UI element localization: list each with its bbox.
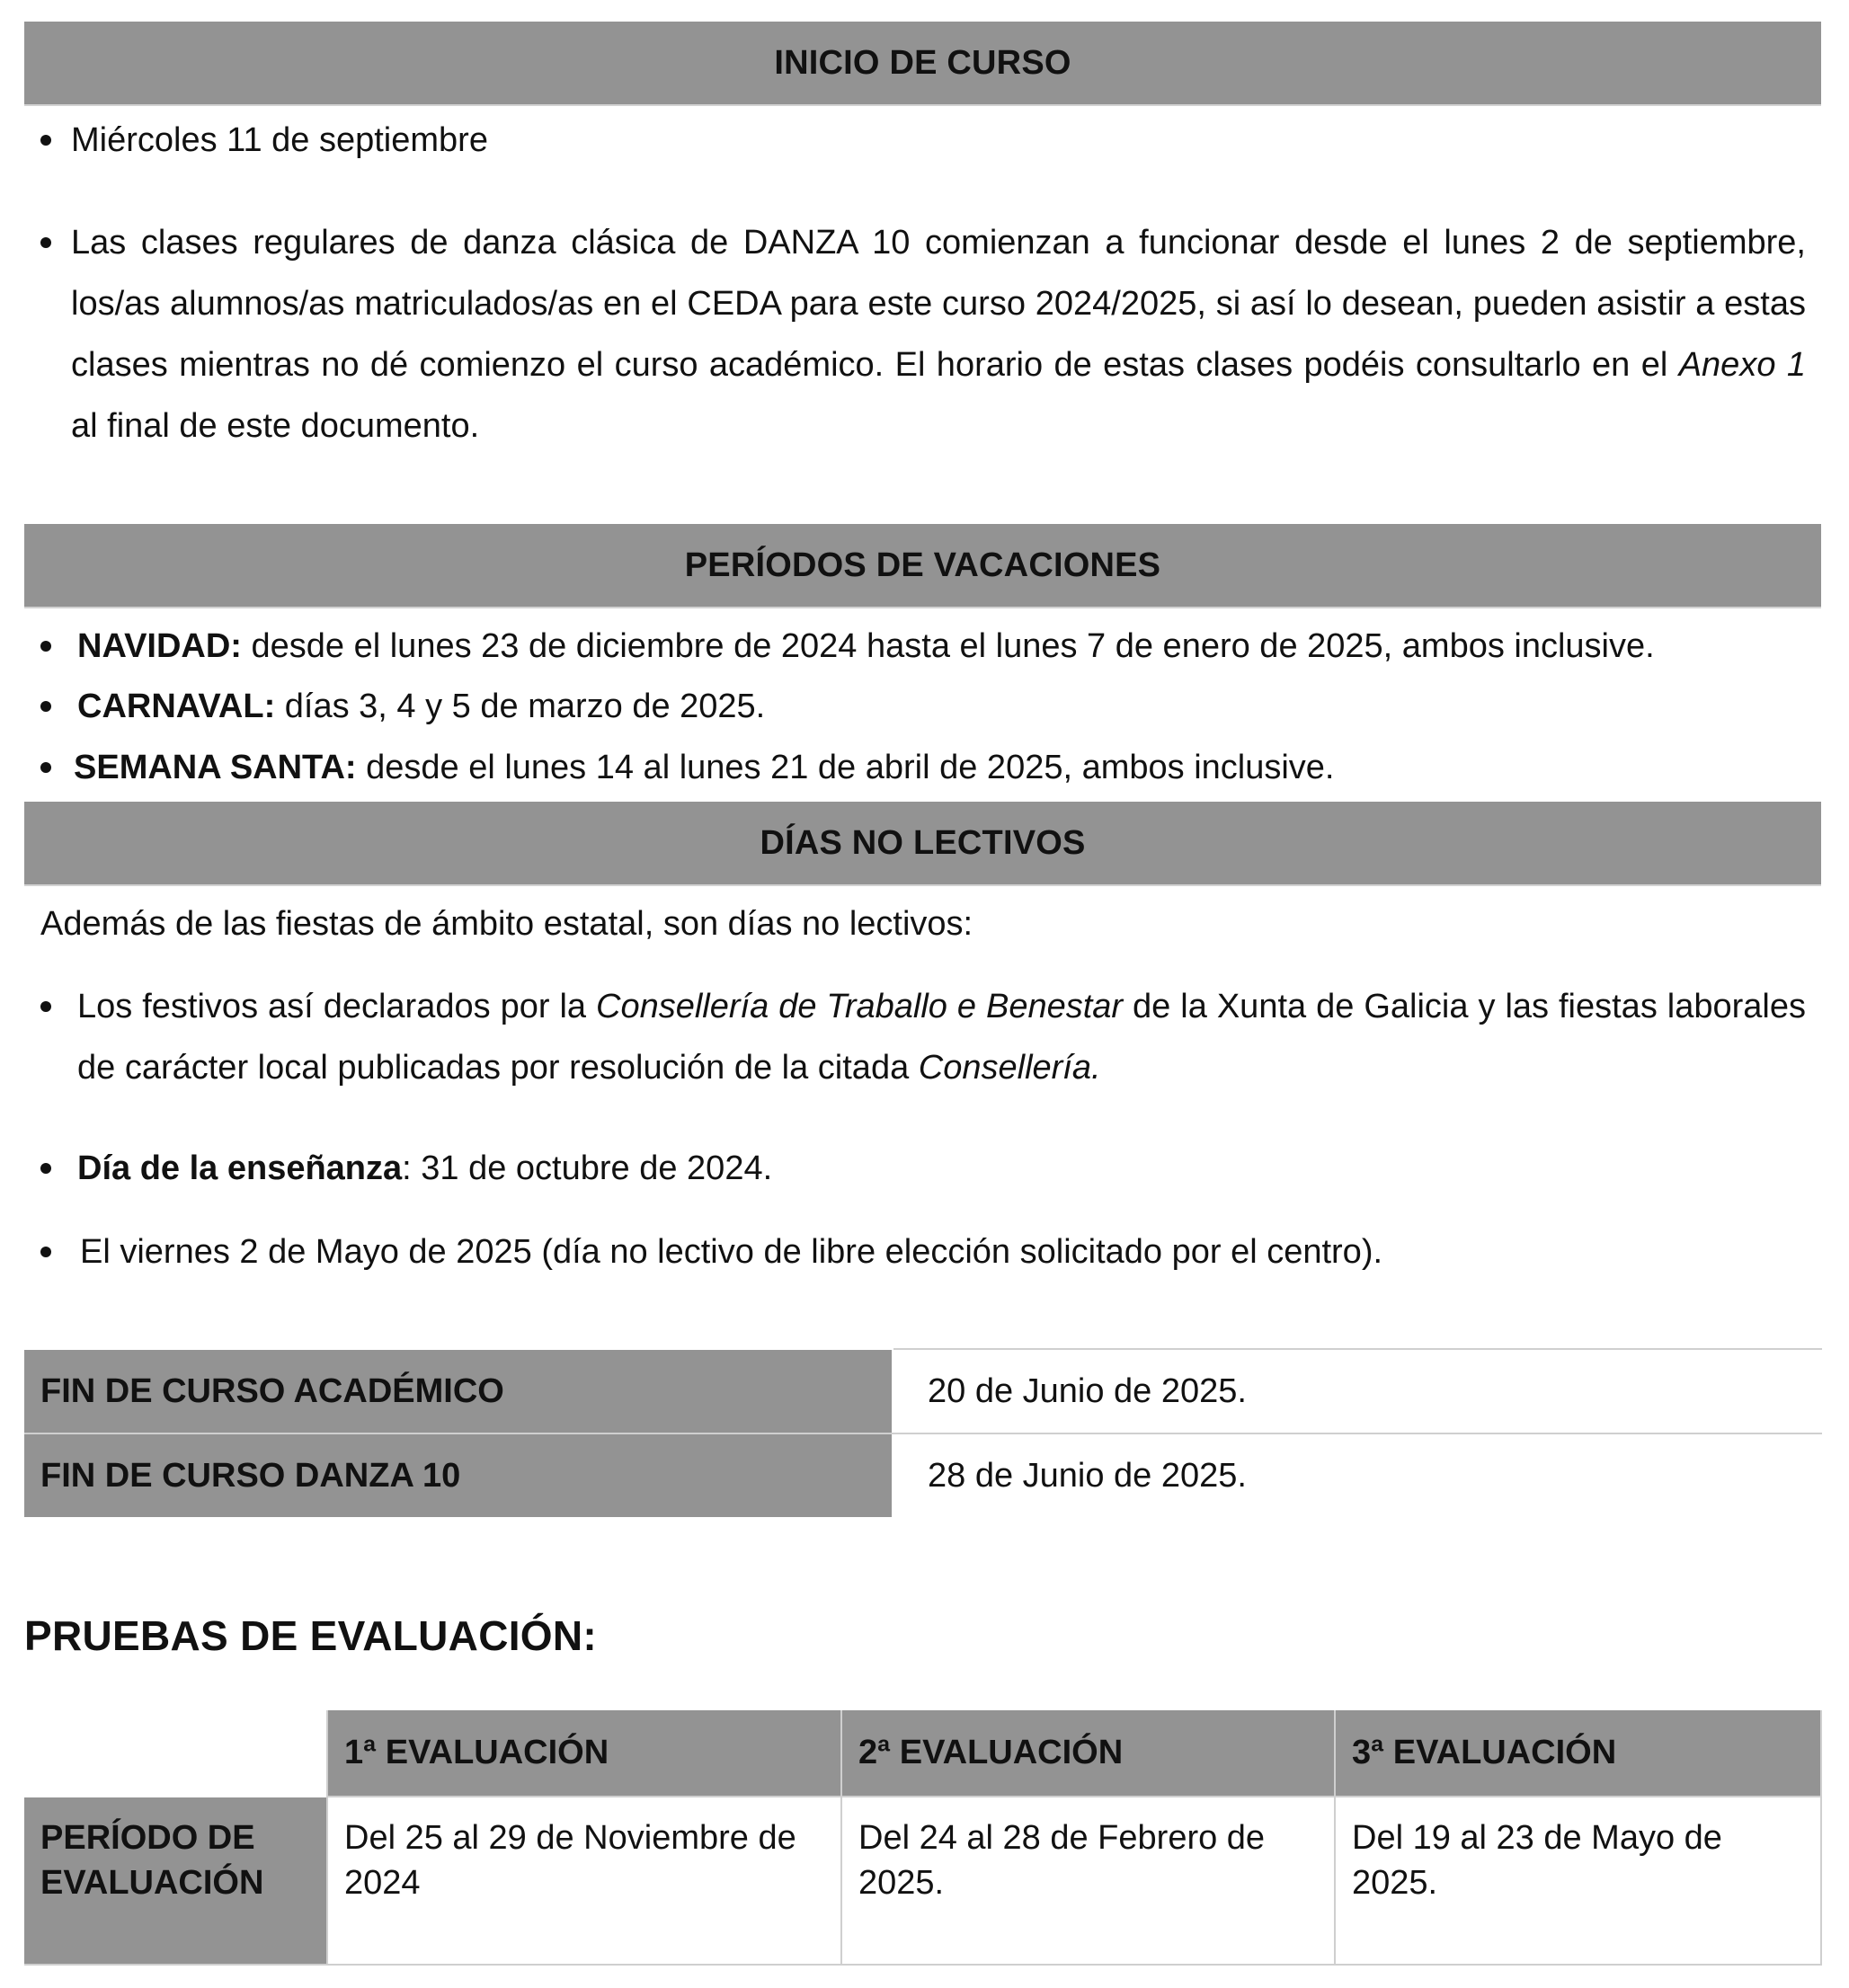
pruebas-title: PRUEBAS DE EVALUACIÓN: [24, 1612, 598, 1659]
grid-line [1820, 1710, 1822, 1964]
grid-line [24, 1964, 1822, 1966]
vacaciones-header [24, 524, 1821, 608]
no-lectivos-header [24, 802, 1821, 886]
item-text: desde el lunes 14 al lunes 21 de abril de 2025, ambos inclusive. [356, 749, 1335, 786]
eval-header-1: 1ª EVALUACIÓN [328, 1710, 840, 1796]
grid-line [840, 1710, 842, 1964]
inicio-item-1: Miércoles 11 de septiembre [71, 121, 488, 159]
item-label: Día de la enseñanza [77, 1149, 403, 1187]
anexo-reference: Anexo 1 [1678, 346, 1806, 384]
no-lectivos-item-festivos [77, 976, 1806, 1098]
vacaciones-item-navidad [77, 616, 1812, 677]
fin-label: FIN DE CURSO DANZA 10 [24, 1434, 892, 1517]
no-lectivos-item-ensenanza [77, 1138, 1812, 1199]
grid-line [328, 1796, 1822, 1797]
bullet-icon [40, 762, 51, 773]
inicio-item-2-tail: al final de este documento. [71, 407, 480, 445]
conselleria-name: Consellería de Traballo e Benestar [596, 988, 1124, 1025]
fin-value: 28 de Junio de 2025. [928, 1456, 1247, 1495]
item-text: días 3, 4 y 5 de marzo de 2025. [275, 688, 766, 725]
vacaciones-title: PERÍODOS DE VACACIONES [684, 546, 1161, 584]
bullet-icon [40, 641, 51, 652]
item-text: Los festivos así declarados por la [77, 988, 597, 1025]
no-lectivos-item-2-mayo: El viernes 2 de Mayo de 2025 (día no lectivo de libre elección solicitado por el centro). [80, 1233, 1383, 1271]
inicio-header [24, 22, 1821, 106]
inicio-item-2 [71, 212, 1806, 457]
bullet-icon [40, 1247, 51, 1257]
eval-cell-3: Del 19 al 23 de Mayo de 2025. [1352, 1819, 1722, 1902]
grid-line [326, 1710, 328, 1964]
bullet-icon [40, 1163, 51, 1174]
no-lectivos-intro: Además de las fiestas de ámbito estatal, son días no lectivos: [40, 905, 973, 943]
item-text: : 31 de octubre de 2024. [402, 1149, 773, 1187]
item-label: CARNAVAL: [77, 688, 276, 725]
bullet-icon [40, 135, 51, 146]
eval-cell-2: Del 24 al 28 de Febrero de 2025. [858, 1819, 1266, 1902]
fin-label: FIN DE CURSO ACADÉMICO [24, 1350, 892, 1433]
eval-header-3: 3ª EVALUACIÓN [1336, 1710, 1822, 1796]
fin-value: 20 de Junio de 2025. [928, 1371, 1247, 1410]
eval-row-label: PERÍODO DE EVALUACIÓN [24, 1797, 326, 1964]
grid-line [1334, 1710, 1336, 1964]
bullet-icon [40, 1001, 51, 1012]
bullet-icon [40, 701, 51, 712]
fin-row-danza10 [24, 1434, 1822, 1517]
inicio-title: INICIO DE CURSO [774, 43, 1071, 82]
vacaciones-item-semana-santa [74, 737, 1809, 798]
vacaciones-item-carnaval [77, 676, 1812, 737]
conselleria-reference: Consellería. [918, 1049, 1101, 1087]
fin-row-academico [24, 1350, 1822, 1433]
inicio-item-2-text: Las clases regulares de danza clásica de DANZA 10 comienzan a funcionar desde el lunes 2 de septiembre, los/as alumnos/as matriculados/as en el CEDA para este curso 2024/2025, si así lo desean, pueden asistir a estas clases mientras no dé comienzo el curso académico. El horario de estas clases podéis consultarlo en el [71, 224, 1806, 384]
item-text: de la Xunta de Galicia y las fiestas laborales de carácter local publicadas por resolución de la citada [77, 988, 1806, 1087]
item-label: NAVIDAD: [77, 627, 242, 665]
eval-header-2: 2ª EVALUACIÓN [842, 1710, 1334, 1796]
no-lectivos-title: DÍAS NO LECTIVOS [760, 823, 1086, 862]
eval-cell-1: Del 25 al 29 de Noviembre de 2024 [344, 1819, 796, 1902]
bullet-icon [40, 237, 51, 248]
item-label: SEMANA SANTA: [74, 749, 357, 786]
item-text: desde el lunes 23 de diciembre de 2024 hasta el lunes 7 de enero de 2025, ambos inclusive. [241, 627, 1655, 665]
